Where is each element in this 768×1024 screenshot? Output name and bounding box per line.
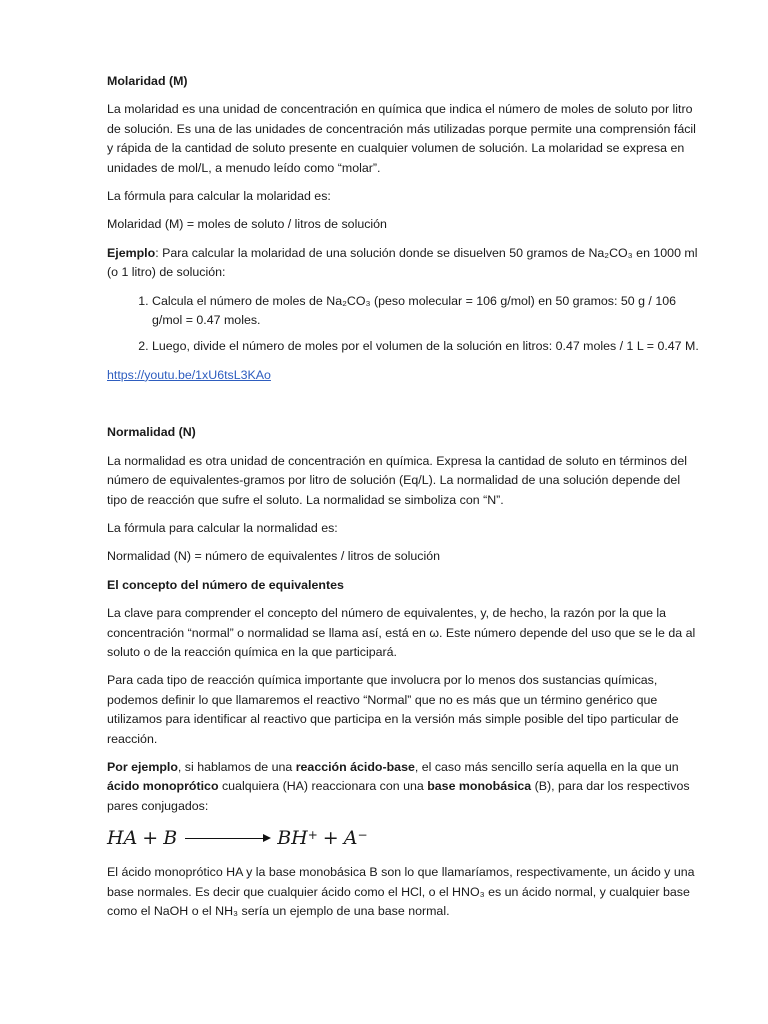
bold-acido-monoprotico: ácido monoprótico xyxy=(107,779,219,794)
concept-paragraph-2: Para cada tipo de reacción química importante que involucra por lo menos dos sustancias químicas, podemos definir lo que llamaremos el reactivo “Normal” que no es más que un término genérico que utilizamos para identificar al reactivo que participa en la versión más simple posible del tipo particular de reacción. xyxy=(107,673,679,746)
bold-por-ejemplo: Por ejemplo xyxy=(107,759,178,774)
normalidad-formula-intro: La fórmula para calcular la normalidad es: xyxy=(107,520,338,535)
document-body xyxy=(107,72,703,930)
bold-reaccion-acido-base: reacción ácido-base xyxy=(295,759,415,774)
example-text: : Para calcular la molaridad de una solución donde se disuelven 50 gramos de Na₂CO₃ en 1000 ml (o 1 litro) de solución: xyxy=(107,245,698,280)
equation-b: B xyxy=(163,827,178,850)
equation-a: A xyxy=(343,827,358,850)
reaction-arrow-icon xyxy=(185,838,271,840)
example-text: , si hablamos de una xyxy=(177,759,296,774)
list-item: 1. Calcula el número de moles de Na₂CO₃ (peso molecular = 106 g/mol) en 50 gramos: 50 g / 106 g/mol = 0.47 moles. xyxy=(152,292,703,331)
molaridad-formula-intro: La fórmula para calcular la molaridad es: xyxy=(107,189,331,204)
equation-a-charge: − xyxy=(357,828,368,843)
normalidad-formula: Normalidad (N) = número de equivalentes / litros de solución xyxy=(107,549,440,564)
list-item: 2. Luego, divide el número de moles por el volumen de la solución en litros: 0.47 moles / 1 L = 0.47 M. xyxy=(152,337,703,356)
youtube-link[interactable]: https://youtu.be/1xU6tsL3KAo xyxy=(107,367,271,382)
acid-base-example xyxy=(107,758,703,816)
equation-plus: + xyxy=(322,827,339,850)
normalidad-heading: Normalidad (N) xyxy=(107,425,196,440)
equation-ha: HA xyxy=(107,827,138,850)
equation-bh: BH xyxy=(277,827,308,850)
reaction-equation xyxy=(107,825,703,851)
concept-paragraph-1: La clave para comprender el concepto del número de equivalentes, y, de hecho, la razón por la que la concentración “normal” o normalidad se llama así, está en ω. Este número depende del uso que se le da al soluto o de la reacción química en la que participará. xyxy=(107,606,696,659)
molaridad-steps-list xyxy=(107,292,703,357)
example-text: (B), para dar los respectivos pares conjugados: xyxy=(107,779,690,813)
molaridad-intro: La molaridad es una unidad de concentración en química que indica el número de moles de soluto por litro de solución. Es una de las unidades de concentración más utilizadas porque permite una comprensión fácil y rápida de la cantidad de soluto presente en cualquier volumen de solución. La molaridad se expresa en unidades de mol/L, a menudo leído como “molar”. xyxy=(107,102,696,175)
molaridad-example xyxy=(107,244,703,283)
example-text: , el caso más sencillo sería aquella en la que un xyxy=(414,759,679,774)
molaridad-formula: Molaridad (M) = moles de soluto / litros de solución xyxy=(107,217,387,232)
equation-plus: + xyxy=(142,827,159,850)
equation-bh-charge: + xyxy=(307,828,318,843)
example-label: Ejemplo xyxy=(107,245,156,260)
normalidad-closing: El ácido monoprótico HA y la base monobásica B son lo que llamaríamos, respectivamente, un ácido y una base normales. Es decir que cualquier ácido como el HCl, o el HNO₃ es un ácido normal, y cualquier base como el NaOH o el NH₃ sería un ejemplo de una base normal. xyxy=(107,865,695,918)
molaridad-heading: Molaridad (M) xyxy=(107,74,188,88)
example-text: cualquiera (HA) reaccionara con una xyxy=(218,779,428,794)
bold-base-monobasica: base monobásica xyxy=(427,779,532,794)
normalidad-intro: La normalidad es otra unidad de concentración en química. Expresa la cantidad de soluto en términos del número de equivalentes-gramos por litro de solución (Eq/L). La normalidad de una solución depende del tipo de reacción que sufre el soluto. La normalidad se simboliza con “N”. xyxy=(107,453,687,507)
concept-heading: El concepto del número de equivalentes xyxy=(107,577,344,592)
section-spacer xyxy=(107,394,703,423)
